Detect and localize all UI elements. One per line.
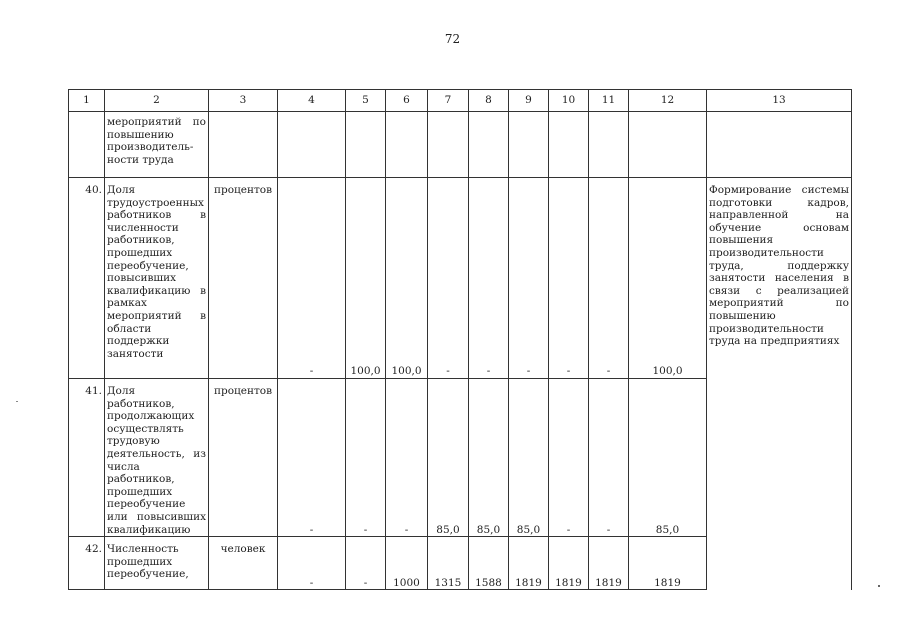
unit-cell: процентов [209, 379, 278, 537]
unit-cell: человек [209, 537, 278, 590]
indicator-name: мероприятий по повышению производитель-ности труда [105, 112, 209, 178]
indicator-name: Доля работников, продолжающих осуществлять трудовую деятельность, из числа работников, прошедших переобучение или повысивших квалификацию [105, 379, 209, 537]
header-cell: 6 [386, 90, 428, 112]
value-cell: 1819 [549, 537, 589, 590]
value-cell: 1819 [629, 537, 707, 590]
continuation-row [69, 112, 852, 178]
header-cell: 4 [278, 90, 346, 112]
header-cell: 9 [509, 90, 549, 112]
value-cell: 100,0 [346, 178, 386, 379]
header-cell: 8 [469, 90, 509, 112]
indicator-name: Численность прошедших переобучение, [105, 537, 209, 590]
value-cell: - [346, 379, 386, 537]
value-cell: 85,0 [509, 379, 549, 537]
value-cell: 85,0 [629, 379, 707, 537]
unit-cell: процентов [209, 178, 278, 379]
header-cell: 5 [346, 90, 386, 112]
header-cell: 13 [707, 90, 852, 112]
value-cell: - [549, 379, 589, 537]
indicator-name: Доля трудоустроенных работников в численности работников, прошедших переобучение, повысивших квалификацию в рамках мероприятий в области поддержки занятости [105, 178, 209, 379]
value-cell: - [278, 379, 346, 537]
table-row [69, 178, 852, 379]
header-cell: 1 [69, 90, 105, 112]
header-row [69, 90, 852, 112]
value-cell: - [386, 379, 428, 537]
header-cell: 3 [209, 90, 278, 112]
value-cell: 1588 [469, 537, 509, 590]
scan-speck [16, 401, 18, 402]
description-cell: Формирование системы подготовки кадров, направленной на обучение основам повышения производительности труда, поддержку занятости населения в связи с реализацией мероприятий по повышению производительности труда на предприятиях [707, 178, 852, 590]
header-cell: 2 [105, 90, 209, 112]
value-cell: - [469, 178, 509, 379]
value-cell: 85,0 [469, 379, 509, 537]
value-cell: - [509, 178, 549, 379]
value-cell: 85,0 [428, 379, 469, 537]
value-cell: 1819 [509, 537, 549, 590]
value-cell: - [549, 178, 589, 379]
value-cell: 100,0 [629, 178, 707, 379]
value-cell: 1315 [428, 537, 469, 590]
header-cell: 11 [589, 90, 629, 112]
row-number: 41. [69, 379, 105, 537]
value-cell: - [589, 178, 629, 379]
value-cell: - [589, 379, 629, 537]
value-cell: 1000 [386, 537, 428, 590]
page-number: 72 [444, 32, 461, 46]
value-cell: - [428, 178, 469, 379]
value-cell: - [278, 537, 346, 590]
value-cell: - [278, 178, 346, 379]
value-cell: 1819 [589, 537, 629, 590]
indicators-table [68, 89, 852, 590]
header-cell: 10 [549, 90, 589, 112]
header-cell: 12 [629, 90, 707, 112]
row-number: 42. [69, 537, 105, 590]
value-cell: 100,0 [386, 178, 428, 379]
value-cell: - [346, 537, 386, 590]
scan-speck [878, 585, 880, 587]
row-number: 40. [69, 178, 105, 379]
header-cell: 7 [428, 90, 469, 112]
